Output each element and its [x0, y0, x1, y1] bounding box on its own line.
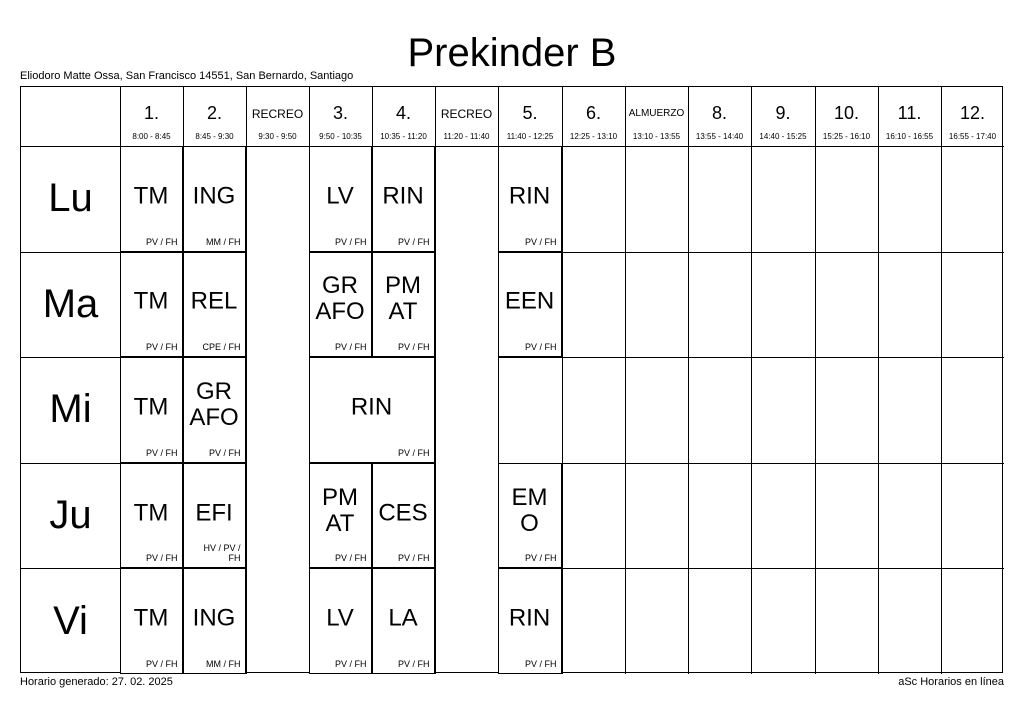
lesson-subject: EFI: [195, 498, 233, 526]
generated-date: Horario generado: 27. 02. 2025: [20, 676, 173, 688]
row-divider: [21, 252, 120, 253]
column-divider: [878, 87, 879, 674]
lesson-subject: TM: [133, 604, 169, 632]
row-divider: [878, 252, 941, 253]
row-divider: [941, 252, 1004, 253]
column-divider: [246, 87, 247, 674]
period-time: 16:55 - 17:40: [948, 132, 997, 141]
lesson-subject: RIN: [508, 182, 551, 210]
lesson-subject: TM: [133, 287, 169, 315]
lesson-subject: PM AT: [322, 483, 358, 537]
lesson-cell[interactable]: [498, 568, 562, 674]
lesson-subject: RIN: [508, 604, 551, 632]
lesson-teacher: PV / FH: [334, 342, 367, 353]
lesson-teacher: PV / FH: [334, 658, 367, 669]
column-divider: [688, 87, 689, 674]
row-divider: [751, 463, 815, 464]
period-time: 16:10 - 16:55: [885, 132, 934, 141]
period-label: 4.: [395, 103, 411, 123]
lesson-cell[interactable]: [372, 568, 435, 674]
period-header: [688, 87, 751, 146]
row-divider: [815, 463, 878, 464]
timetable-grid: [20, 86, 1003, 673]
row-divider: [625, 463, 688, 464]
lesson-cell[interactable]: [498, 146, 562, 252]
row-divider: [751, 252, 815, 253]
lesson-cell[interactable]: [372, 252, 435, 358]
column-divider: [625, 87, 626, 674]
period-time: 10:35 - 11:20: [380, 132, 427, 141]
lesson-subject: PM AT: [385, 272, 421, 326]
lesson-cell[interactable]: [120, 146, 183, 252]
row-divider: [751, 568, 815, 569]
period-time: 12:25 - 13:10: [569, 132, 618, 141]
row-divider: [21, 463, 120, 464]
lesson-cell[interactable]: [183, 252, 246, 358]
lesson-subject: CES: [378, 498, 428, 526]
period-header: [183, 87, 246, 146]
row-divider: [688, 568, 751, 569]
lesson-teacher: PV / FH: [334, 236, 367, 247]
lesson-teacher: PV / FH: [524, 342, 557, 353]
period-label: 3.: [332, 103, 348, 123]
row-divider: [562, 568, 625, 569]
row-divider: [562, 252, 625, 253]
period-header: [498, 87, 562, 146]
period-time: 8:45 - 9:30: [195, 132, 234, 141]
day-label: Ju: [49, 493, 92, 538]
lesson-cell[interactable]: [120, 357, 183, 463]
lesson-subject: GR AFO: [315, 272, 365, 326]
lesson-teacher: PV / FH: [397, 236, 430, 247]
lesson-subject: EM O: [511, 483, 548, 537]
lesson-subject: ING: [192, 604, 236, 632]
lesson-teacher: HV / PV / FH: [203, 543, 241, 564]
lesson-cell[interactable]: [309, 146, 372, 252]
period-header: [815, 87, 878, 146]
lesson-cell[interactable]: [120, 252, 183, 358]
lesson-cell[interactable]: [309, 357, 435, 463]
row-divider: [562, 463, 625, 464]
period-time: 13:55 - 14:40: [695, 132, 744, 141]
lesson-teacher: PV / FH: [145, 553, 178, 564]
row-divider: [941, 568, 1004, 569]
row-divider: [941, 357, 1004, 358]
lesson-teacher: PV / FH: [145, 342, 178, 353]
lesson-cell[interactable]: [183, 357, 246, 463]
period-header: [878, 87, 941, 146]
row-divider: [21, 568, 120, 569]
school-address: Eliodoro Matte Ossa, San Francisco 14551, San Bernardo, Santiago: [20, 70, 354, 82]
row-divider: [562, 357, 625, 358]
lesson-subject: ING: [192, 182, 236, 210]
lesson-teacher: PV / FH: [208, 447, 241, 458]
lesson-teacher: PV / FH: [524, 553, 557, 564]
row-divider: [688, 463, 751, 464]
lesson-cell[interactable]: [309, 463, 372, 569]
period-header: [120, 87, 183, 146]
column-divider: [435, 87, 436, 674]
lesson-teacher: PV / FH: [397, 553, 430, 564]
period-label: RECREO: [440, 107, 493, 121]
lesson-teacher: MM / FH: [206, 658, 241, 669]
lesson-subject: RIN: [382, 182, 424, 210]
row-divider: [941, 463, 1004, 464]
row-divider: [625, 252, 688, 253]
row-divider: [878, 357, 941, 358]
row-divider: [815, 252, 878, 253]
row-divider: [878, 463, 941, 464]
period-label: 1.: [143, 103, 159, 123]
column-divider: [562, 87, 563, 674]
period-time: 8:00 - 8:45: [132, 132, 171, 141]
lesson-teacher: CPE / FH: [202, 342, 241, 353]
period-label: 6.: [585, 103, 601, 123]
lesson-cell[interactable]: [183, 463, 246, 569]
column-divider: [941, 87, 942, 674]
lesson-cell[interactable]: [183, 146, 246, 252]
row-divider: [688, 252, 751, 253]
period-label: RECREO: [251, 107, 304, 121]
period-label: 8.: [711, 103, 727, 123]
period-label: 10.: [833, 103, 860, 123]
day-label: Mi: [49, 387, 92, 432]
day-label: Lu: [48, 176, 93, 221]
period-time: 9:50 - 10:35: [319, 132, 362, 141]
lesson-subject: TM: [133, 393, 169, 421]
lesson-cell[interactable]: [120, 568, 183, 674]
period-time: 13:10 - 13:55: [632, 132, 681, 141]
period-header: [562, 87, 625, 146]
row-divider: [751, 357, 815, 358]
period-header: [372, 87, 435, 146]
lesson-cell[interactable]: [498, 463, 562, 569]
lesson-subject: REL: [190, 287, 238, 315]
period-label: ALMUERZO: [628, 108, 685, 119]
period-header: [941, 87, 1004, 146]
row-divider: [815, 357, 878, 358]
lesson-subject: LV: [326, 604, 354, 632]
period-time: 9:30 - 9:50: [258, 132, 297, 141]
row-divider: [815, 568, 878, 569]
lesson-cell[interactable]: [183, 568, 246, 674]
brand-label: aSc Horarios en línea: [898, 676, 1004, 688]
lesson-cell[interactable]: [120, 463, 183, 569]
lesson-subject: EEN: [504, 287, 555, 315]
period-header: [435, 87, 498, 146]
lesson-subject: LV: [326, 182, 354, 210]
period-label: 11.: [897, 103, 922, 123]
lesson-subject: GR AFO: [189, 377, 239, 431]
period-time: 15:25 - 16:10: [822, 132, 871, 141]
lesson-cell[interactable]: [309, 568, 372, 674]
lesson-teacher: PV / FH: [145, 236, 178, 247]
row-divider: [688, 357, 751, 358]
row-divider: [625, 357, 688, 358]
lesson-subject: TM: [133, 498, 169, 526]
lesson-subject: RIN: [350, 393, 393, 421]
lesson-teacher: PV / FH: [145, 447, 178, 458]
column-divider: [815, 87, 816, 674]
period-header: [246, 87, 309, 146]
period-header: [309, 87, 372, 146]
period-header: [625, 87, 688, 146]
period-header: [751, 87, 815, 146]
column-divider: [751, 87, 752, 674]
lesson-teacher: PV / FH: [524, 658, 557, 669]
lesson-teacher: MM / FH: [206, 236, 241, 247]
lesson-teacher: PV / FH: [397, 658, 430, 669]
page-title: Prekinder B: [407, 31, 617, 75]
lesson-subject: LA: [388, 604, 418, 632]
period-time: 14:40 - 15:25: [759, 132, 807, 141]
day-label: Ma: [42, 281, 99, 326]
row-divider: [878, 568, 941, 569]
row-divider: [498, 357, 562, 358]
period-label: 9.: [775, 103, 791, 123]
lesson-subject: TM: [133, 182, 169, 210]
row-divider: [21, 357, 120, 358]
day-label: Vi: [53, 598, 88, 643]
lesson-teacher: PV / FH: [397, 447, 430, 458]
period-label: 12.: [959, 103, 986, 123]
period-label: 5.: [522, 103, 538, 123]
period-time: 11:20 - 11:40: [443, 132, 490, 141]
lesson-cell[interactable]: [372, 146, 435, 252]
row-divider: [625, 568, 688, 569]
lesson-cell[interactable]: [498, 252, 562, 358]
period-label: 2.: [206, 103, 222, 123]
lesson-teacher: PV / FH: [334, 553, 367, 564]
lesson-cell[interactable]: [309, 252, 372, 358]
lesson-cell[interactable]: [372, 463, 435, 569]
lesson-teacher: PV / FH: [145, 658, 178, 669]
period-time: 11:40 - 12:25: [506, 132, 554, 141]
lesson-teacher: PV / FH: [397, 342, 430, 353]
lesson-teacher: PV / FH: [524, 236, 557, 247]
